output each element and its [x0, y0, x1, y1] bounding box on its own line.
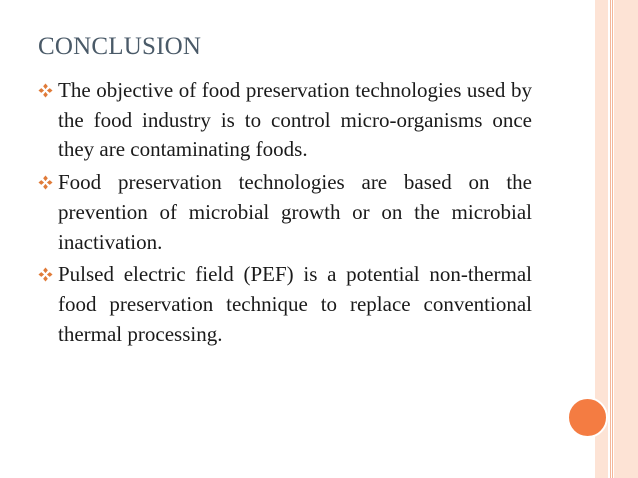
four-diamond-bullet-icon	[38, 175, 53, 190]
bullet-text: The objective of food preservation technologies used by the food industry is to control micro-organisms once they are contaminating foods.	[58, 78, 532, 162]
bullet-item	[38, 76, 532, 165]
bullet-item	[38, 168, 532, 257]
accent-circle	[567, 397, 608, 438]
bullet-item	[38, 260, 532, 349]
bullet-text: Food preservation technologies are based on the prevention of microbial growth or on the microbial inactivation.	[58, 170, 532, 254]
four-diamond-bullet-icon	[38, 83, 53, 98]
bullet-text: Pulsed electric field (PEF) is a potential non-thermal food preservation technique to replace conventional thermal processing.	[58, 262, 532, 346]
decorative-stripe	[614, 0, 638, 478]
bullet-list	[38, 76, 532, 352]
slide-title: CONCLUSION	[38, 33, 202, 60]
decorative-line	[610, 0, 611, 478]
decorative-line	[612, 0, 613, 478]
four-diamond-bullet-icon	[38, 267, 53, 282]
